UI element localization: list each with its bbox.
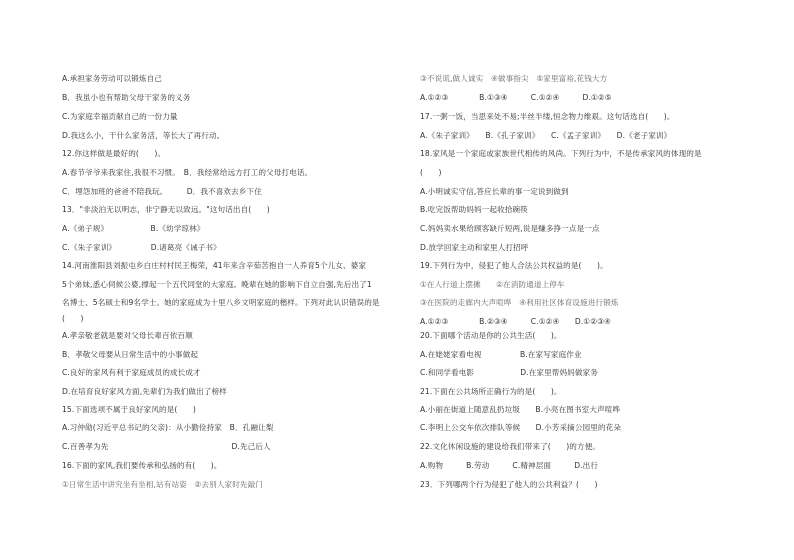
- left-column-line: 12.你这样做是最好的( )。: [62, 149, 166, 158]
- left-column-line: 名博士、5名硕士和9名学士。她的家庭成为十里八乡文明家庭的楷样。下列对此认识错误的是: [62, 298, 380, 307]
- left-column-line: C.良好的家风有利于家庭成员的成长成才: [62, 368, 201, 377]
- left-column-line: 5个弟妹,悉心伺候公婆,撑起一个五代同堂的大家庭。晚辈在她的影响下自立自强,先后出了1: [62, 280, 372, 289]
- left-column-line: D.在培育良好家风方面,先辈们为我们做出了榜样: [62, 387, 227, 396]
- right-column-line: D.放学回家主动和家里人打招呼: [420, 243, 529, 252]
- left-column-line: 15.下面选项不属于良好家风的是( ): [62, 405, 196, 414]
- left-column-line: A.孝亲敬老就是要对父母长辈百依百顺: [62, 331, 193, 340]
- right-column-line: A.购物 B.劳动 C.精神层面 D.出行: [420, 461, 599, 470]
- right-column-line: A.小丽在街道上随意乱扔垃圾 B.小亮在图书室大声喧哗: [420, 405, 621, 414]
- left-column-line: C.为家庭幸福贡献自己的一份力量: [62, 112, 178, 121]
- right-column-line: C.妈妈卖水果给顾客缺斤短两,说是赚多挣一点是一点: [420, 224, 600, 233]
- left-column-line: ( ): [62, 314, 84, 323]
- right-column-line: A.在姥姥家看电视 B.在家写家庭作业: [420, 350, 582, 359]
- right-column-line: 22.文化休闲设施的建设给我们带来了( )的方便。: [420, 442, 601, 451]
- right-column-line: ③在医院的走廊内大声喧哗 ④利用社区体育设施进行锻炼: [420, 298, 619, 307]
- left-column-line: C．埋怨加班的爸爸不陪我玩。 D．我不喜欢去乡下住: [62, 187, 262, 196]
- left-column-line: C.百善孝为先 D.先己后人: [62, 442, 271, 451]
- left-column-line: A.习仲勋(习近平总书记的父亲)：从小勤俭持家 B．孔融让梨: [62, 423, 274, 432]
- right-column-line: A.小明诚实守信,答应长辈的事一定说到做到: [420, 187, 569, 196]
- left-column-line: B．我虽小也有帮助父母干家务的义务: [62, 93, 191, 102]
- left-column-line: A.《弟子规》 B.《幼学琼林》: [62, 224, 205, 233]
- left-column-line: D.我这么小，干什么家务活，等长大了再行动。: [62, 131, 225, 140]
- right-column-line: 17.一粥一饭，当思来处不易;半丝半缕,恒念物力维艰。这句话选自( )。: [420, 112, 675, 121]
- left-column-line: 16.下面的家风,我们要传承和弘扬的有( )。: [62, 461, 222, 470]
- right-column-line: 20.下面哪个活动是你的公共生活( )。: [420, 331, 562, 340]
- left-column-line: 14.河南淮阳县刘振屯乡白庄村村民王梅荣，41年来含辛茹苦抱自一人养育5个儿女、婆家: [62, 261, 367, 270]
- right-column-line: ( ): [420, 168, 442, 177]
- left-column-line: B．孝敬父母要从日常生活中的小事做起: [62, 350, 199, 359]
- right-column-line: A.①②③ B.①③④ C.①②④ D.①②⑤: [420, 93, 612, 102]
- right-column-line: B.吃完饭帮助妈妈一起收拾碗筷: [420, 205, 528, 214]
- left-column-line: A.春节爷爷来我家住,我很不习惯。 B．我经常给远方打工的父母打电话。: [62, 168, 313, 177]
- left-column-line: A.承担家务劳动可以锻炼自己: [62, 74, 162, 83]
- left-column-line: C.《朱子家训》 D.诸葛亮《诫子书》: [62, 243, 221, 252]
- right-column-line: 18.家风是一个家庭或家族世代相传的风尚。下列行为中，不是传承家风的体现的是: [420, 149, 702, 158]
- right-column-line: ③不说谎,做人诚实 ④做事指尖 ⑤家里富裕,花钱大方: [420, 74, 608, 83]
- right-column-line: C.李明上公交车依次排队等候 D.小芳采摘公园里的花朵: [420, 423, 622, 432]
- right-column-line: 21.下面在公共场所正确行为的是( )。: [420, 387, 562, 396]
- left-column-line: 13．"非淡泊无以明志，非宁静无以致远。"这句话出自( ): [62, 205, 270, 214]
- right-column-line: A.①②③ B.②③④ C.①②④ D.①②③④: [420, 317, 611, 326]
- right-column-line: 23．下列哪两个行为侵犯了他人的公共利益？( ): [420, 480, 598, 489]
- right-column-line: C.和同学看电影 D.在家里帮妈妈做家务: [420, 368, 598, 377]
- left-column-line: ①日常生活中讲究坐有坐相,站有站姿 ②去别人家时先敲门: [62, 480, 263, 489]
- right-column-line: A.《朱子家训》 B.《孔子家训》 C.《孟子家训》 D.《老子家训》: [420, 131, 672, 140]
- right-column-line: ①在人行道上摆摊 ②在消防通道上停车: [420, 280, 565, 289]
- right-column-line: 19.下列行为中，侵犯了他人合法公共权益的是( )。: [420, 261, 608, 270]
